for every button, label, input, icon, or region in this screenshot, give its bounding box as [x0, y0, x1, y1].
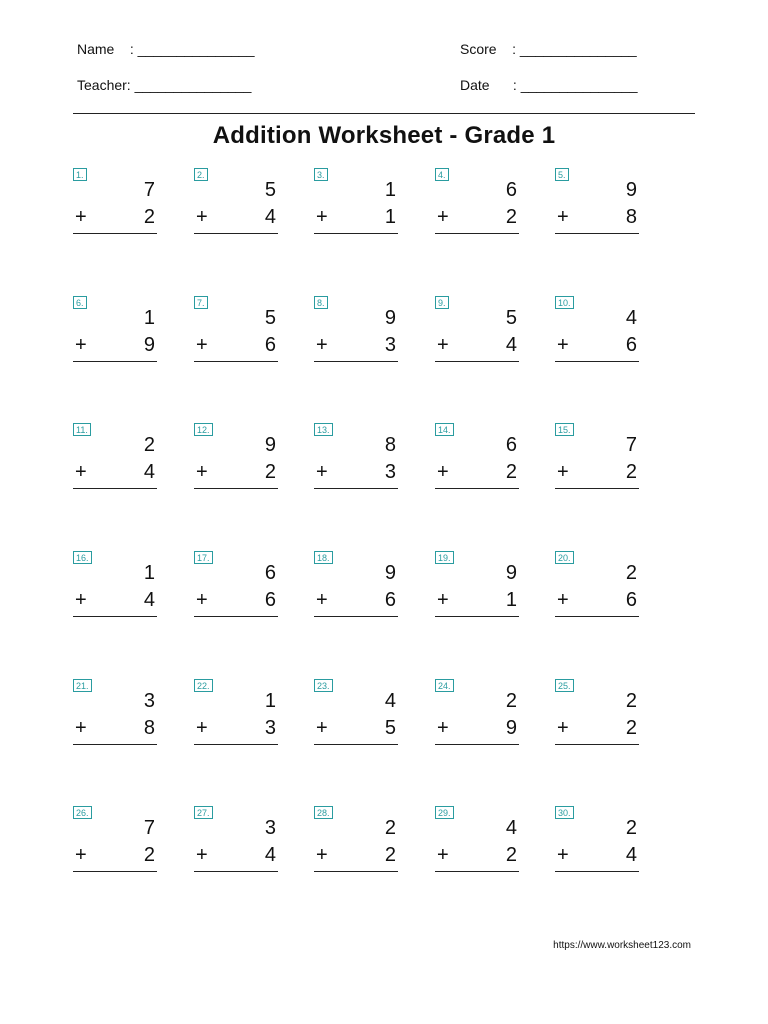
problem	[555, 806, 639, 886]
problem	[555, 679, 639, 759]
addend-top: 7	[143, 817, 155, 839]
addend-top: 2	[505, 690, 517, 712]
addend-bottom: 4	[264, 206, 276, 228]
plus-sign: +	[316, 589, 328, 611]
problem	[73, 679, 157, 759]
addend-top: 1	[264, 690, 276, 712]
problem-number: 14.	[435, 423, 454, 436]
problem-number: 11.	[73, 423, 91, 436]
plus-sign: +	[557, 844, 569, 866]
addend-bottom: 6	[625, 589, 637, 611]
addend-bottom: 8	[625, 206, 637, 228]
addend-top: 9	[625, 179, 637, 201]
problem-number: 25.	[555, 679, 574, 692]
plus-sign: +	[196, 717, 208, 739]
addend-top: 4	[505, 817, 517, 839]
plus-sign: +	[75, 589, 87, 611]
problem	[73, 296, 157, 376]
answer-line	[555, 871, 639, 872]
problem-number: 10.	[555, 296, 574, 309]
addend-bottom: 6	[384, 589, 396, 611]
plus-sign: +	[557, 589, 569, 611]
answer-line	[73, 616, 157, 617]
plus-sign: +	[75, 844, 87, 866]
answer-line	[555, 616, 639, 617]
problem	[314, 806, 398, 886]
answer-line	[435, 488, 519, 489]
plus-sign: +	[557, 206, 569, 228]
addend-top: 1	[143, 562, 155, 584]
answer-line	[314, 488, 398, 489]
addend-top: 8	[384, 434, 396, 456]
problem-number: 30.	[555, 806, 574, 819]
problem	[73, 423, 157, 503]
problem	[435, 168, 519, 248]
problem	[314, 296, 398, 376]
addend-top: 5	[505, 307, 517, 329]
problem-number: 24.	[435, 679, 454, 692]
answer-line	[73, 744, 157, 745]
problem-number: 28.	[314, 806, 333, 819]
problem	[73, 551, 157, 631]
answer-line	[194, 871, 278, 872]
addend-bottom: 2	[384, 844, 396, 866]
problem-number: 1.	[73, 168, 87, 181]
addend-bottom: 2	[505, 844, 517, 866]
addend-bottom: 4	[625, 844, 637, 866]
plus-sign: +	[316, 206, 328, 228]
problem-number: 6.	[73, 296, 87, 309]
plus-sign: +	[196, 206, 208, 228]
problem	[73, 806, 157, 886]
addend-top: 3	[143, 690, 155, 712]
plus-sign: +	[557, 717, 569, 739]
addend-top: 2	[384, 817, 396, 839]
problem	[314, 168, 398, 248]
plus-sign: +	[75, 334, 87, 356]
answer-line	[555, 361, 639, 362]
page-title: Addition Worksheet - Grade 1	[212, 122, 556, 149]
answer-line	[73, 488, 157, 489]
answer-line	[435, 233, 519, 234]
addend-bottom: 6	[625, 334, 637, 356]
plus-sign: +	[437, 334, 449, 356]
plus-sign: +	[557, 461, 569, 483]
problem-number: 5.	[555, 168, 569, 181]
problem-number: 4.	[435, 168, 449, 181]
problem-number: 12.	[194, 423, 213, 436]
addend-top: 5	[264, 307, 276, 329]
answer-line	[194, 488, 278, 489]
addend-top: 2	[625, 562, 637, 584]
date-field[interactable]: Date : _______________	[460, 77, 638, 93]
addend-bottom: 5	[384, 717, 396, 739]
plus-sign: +	[75, 206, 87, 228]
plus-sign: +	[437, 844, 449, 866]
answer-line	[314, 871, 398, 872]
answer-line	[314, 744, 398, 745]
problem-number: 13.	[314, 423, 333, 436]
answer-line	[435, 616, 519, 617]
problem	[314, 551, 398, 631]
addend-top: 2	[625, 817, 637, 839]
problem	[194, 806, 278, 886]
addend-top: 4	[625, 307, 637, 329]
problem	[314, 679, 398, 759]
plus-sign: +	[196, 334, 208, 356]
problem	[555, 551, 639, 631]
problem	[194, 296, 278, 376]
addend-top: 6	[264, 562, 276, 584]
plus-sign: +	[196, 461, 208, 483]
plus-sign: +	[75, 717, 87, 739]
addend-top: 2	[625, 690, 637, 712]
addend-bottom: 3	[384, 461, 396, 483]
addend-bottom: 1	[505, 589, 517, 611]
problem	[194, 679, 278, 759]
answer-line	[555, 233, 639, 234]
problem-number: 8.	[314, 296, 328, 309]
addend-bottom: 4	[264, 844, 276, 866]
addend-bottom: 2	[505, 206, 517, 228]
problem-number: 3.	[314, 168, 328, 181]
plus-sign: +	[196, 844, 208, 866]
problem-number: 29.	[435, 806, 454, 819]
answer-line	[194, 744, 278, 745]
addend-top: 2	[143, 434, 155, 456]
plus-sign: +	[316, 334, 328, 356]
problem	[435, 423, 519, 503]
addend-bottom: 2	[143, 206, 155, 228]
addend-bottom: 6	[264, 589, 276, 611]
plus-sign: +	[437, 206, 449, 228]
problem	[435, 551, 519, 631]
plus-sign: +	[196, 589, 208, 611]
answer-line	[314, 361, 398, 362]
addend-bottom: 2	[143, 844, 155, 866]
problem-number: 2.	[194, 168, 208, 181]
addend-top: 5	[264, 179, 276, 201]
problem	[435, 296, 519, 376]
problem-number: 21.	[73, 679, 92, 692]
addend-top: 9	[384, 307, 396, 329]
addend-top: 7	[625, 434, 637, 456]
answer-line	[194, 616, 278, 617]
addend-bottom: 2	[264, 461, 276, 483]
plus-sign: +	[437, 717, 449, 739]
problem-number: 16.	[73, 551, 92, 564]
answer-line	[73, 361, 157, 362]
problem-number: 19.	[435, 551, 454, 564]
problem-number: 9.	[435, 296, 449, 309]
answer-line	[194, 361, 278, 362]
plus-sign: +	[437, 589, 449, 611]
problem-number: 23.	[314, 679, 333, 692]
addend-bottom: 6	[264, 334, 276, 356]
addend-bottom: 2	[625, 717, 637, 739]
addend-bottom: 9	[143, 334, 155, 356]
plus-sign: +	[316, 461, 328, 483]
problem-number: 17.	[194, 551, 213, 564]
answer-line	[435, 361, 519, 362]
addend-top: 9	[384, 562, 396, 584]
answer-line	[435, 871, 519, 872]
name-field[interactable]: Name : _______________	[77, 41, 255, 57]
addend-bottom: 1	[384, 206, 396, 228]
addend-bottom: 4	[143, 589, 155, 611]
problem-number: 18.	[314, 551, 333, 564]
teacher-field[interactable]: Teacher: _______________	[77, 77, 252, 93]
addend-bottom: 8	[143, 717, 155, 739]
addend-top: 9	[505, 562, 517, 584]
answer-line	[555, 488, 639, 489]
problem	[555, 168, 639, 248]
answer-line	[435, 744, 519, 745]
problem	[194, 168, 278, 248]
problem	[435, 806, 519, 886]
plus-sign: +	[316, 844, 328, 866]
problem-number: 15.	[555, 423, 574, 436]
problem-number: 7.	[194, 296, 208, 309]
header-divider	[73, 113, 695, 114]
score-field[interactable]: Score : _______________	[460, 41, 637, 57]
problem	[73, 168, 157, 248]
addend-top: 1	[143, 307, 155, 329]
addend-top: 9	[264, 434, 276, 456]
problem	[555, 423, 639, 503]
problem-number: 20.	[555, 551, 574, 564]
problem	[314, 423, 398, 503]
answer-line	[194, 233, 278, 234]
addend-bottom: 3	[264, 717, 276, 739]
footer-url[interactable]: https://www.worksheet123.com	[553, 940, 691, 951]
addend-top: 1	[384, 179, 396, 201]
addend-top: 3	[264, 817, 276, 839]
problem-number: 26.	[73, 806, 92, 819]
addend-bottom: 4	[505, 334, 517, 356]
addend-top: 6	[505, 179, 517, 201]
answer-line	[555, 744, 639, 745]
addend-top: 4	[384, 690, 396, 712]
answer-line	[314, 233, 398, 234]
addend-top: 6	[505, 434, 517, 456]
addend-bottom: 2	[505, 461, 517, 483]
problem	[194, 423, 278, 503]
answer-line	[73, 871, 157, 872]
problem-number: 27.	[194, 806, 213, 819]
plus-sign: +	[437, 461, 449, 483]
addend-bottom: 3	[384, 334, 396, 356]
problem	[435, 679, 519, 759]
plus-sign: +	[75, 461, 87, 483]
addend-bottom: 4	[143, 461, 155, 483]
problem-number: 22.	[194, 679, 213, 692]
problem	[194, 551, 278, 631]
addend-top: 7	[143, 179, 155, 201]
answer-line	[314, 616, 398, 617]
plus-sign: +	[557, 334, 569, 356]
plus-sign: +	[316, 717, 328, 739]
addend-bottom: 2	[625, 461, 637, 483]
answer-line	[73, 233, 157, 234]
addend-bottom: 9	[505, 717, 517, 739]
problem	[555, 296, 639, 376]
